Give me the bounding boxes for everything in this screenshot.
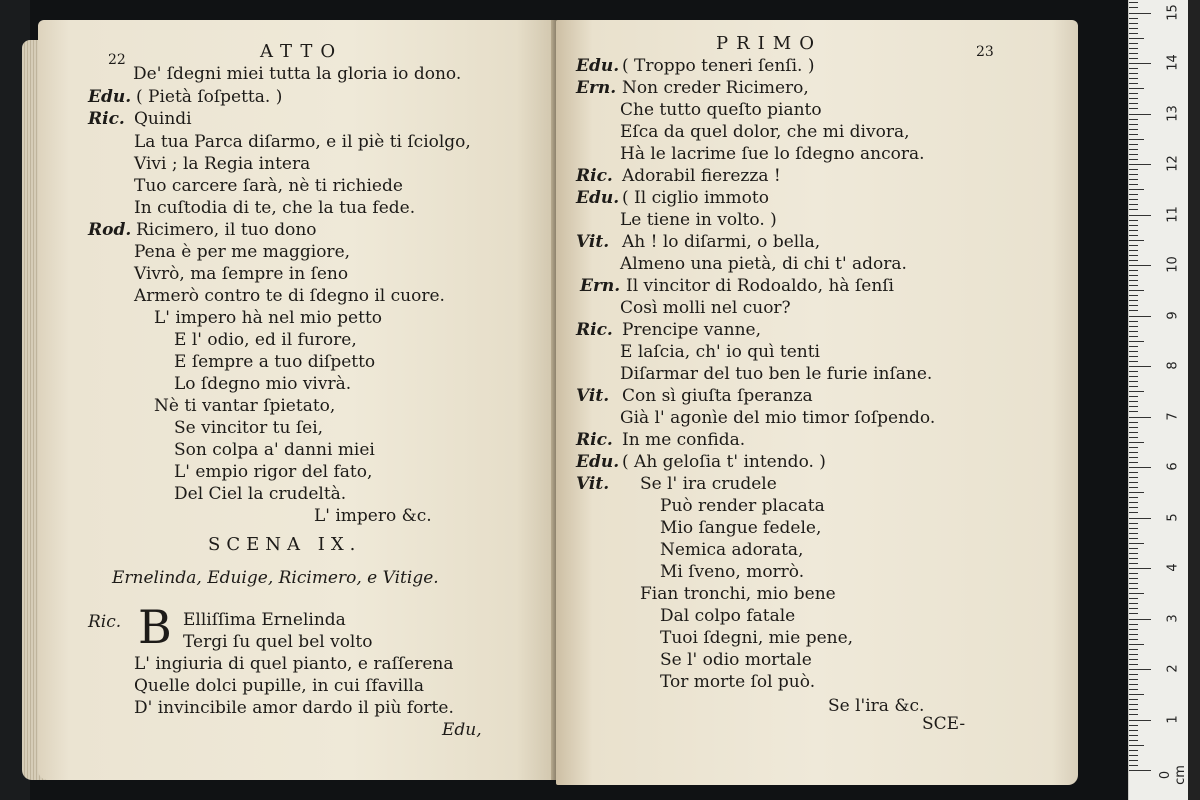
- ruler-tick: [1129, 250, 1138, 251]
- text-line: L' ingiuria di quel pianto, e raſſerena: [134, 654, 454, 674]
- ruler-tick: [1129, 689, 1138, 690]
- speaker: Edu.: [576, 188, 620, 208]
- text-line: Già l' agonìe del mio timor ſoſpendo.: [620, 408, 936, 428]
- ruler-tick: [1129, 38, 1144, 39]
- ruler-tick: [1129, 538, 1138, 539]
- ruler-tick: [1129, 401, 1138, 402]
- ruler-tick: [1129, 204, 1138, 205]
- text-line: In me confida.: [622, 430, 746, 450]
- ruler-tick: [1129, 108, 1138, 109]
- text-line: Vivi ; la Regia intera: [134, 154, 311, 174]
- ruler-number: 12: [1165, 155, 1181, 172]
- ruler-number: 1: [1165, 714, 1181, 724]
- ruler-number: 3: [1165, 613, 1181, 623]
- open-book: [18, 12, 1098, 787]
- text-line: Armerò contro te di ſdegno il cuore.: [134, 286, 445, 306]
- ruler-tick: [1129, 245, 1138, 246]
- ruler-number: 7: [1165, 411, 1181, 421]
- text-line: D' invincibile amor dardo il più forte.: [134, 698, 454, 718]
- text-line: ( Pietà ſoſpetta. ): [136, 87, 283, 107]
- ruler-tick: [1129, 528, 1138, 529]
- ruler-tick: [1129, 634, 1138, 635]
- ruler-tick: [1129, 336, 1138, 337]
- ruler-tick: [1129, 275, 1138, 276]
- character-list: Ernelinda, Eduige, Ricimero, e Vitige.: [112, 568, 439, 588]
- ruler-tick: [1129, 93, 1138, 94]
- ruler-tick: [1129, 366, 1151, 367]
- ruler-number: 11: [1165, 205, 1181, 223]
- text-line: ( Troppo teneri ſenſi. ): [622, 56, 815, 76]
- ruler-tick: [1129, 548, 1138, 549]
- text-line: Diſarmar del tuo ben le furie inſane.: [620, 364, 933, 384]
- right-page: [556, 20, 1078, 785]
- ruler-tick: [1129, 68, 1138, 69]
- ruler-number: 8: [1165, 361, 1181, 370]
- ruler-tick: [1129, 199, 1138, 200]
- ruler-tick: [1129, 255, 1138, 256]
- text-line: Non creder Ricimero,: [622, 78, 809, 98]
- ruler-tick: [1129, 442, 1144, 443]
- ruler-tick: [1129, 58, 1138, 59]
- text-line: Se l' ira crudele: [640, 474, 777, 494]
- text-line: Nè ti vantar ſpietato,: [154, 396, 336, 416]
- text-line: L' impero &c.: [314, 506, 432, 526]
- ruler-tick: [1129, 720, 1151, 721]
- ruler-tick: [1129, 83, 1138, 84]
- text-line: Nemica adorata,: [660, 540, 804, 560]
- drop-cap: B: [138, 600, 172, 654]
- speaker: Vit.: [576, 386, 610, 406]
- ruler-tick: [1129, 608, 1138, 609]
- ruler-tick: [1129, 346, 1138, 347]
- ruler-tick: [1129, 679, 1138, 680]
- ruler-tick: [1129, 558, 1138, 559]
- text-line: Elliſſima Ernelinda: [183, 610, 346, 630]
- ruler-tick: [1129, 649, 1138, 650]
- ruler-tick: [1129, 770, 1151, 771]
- ruler-tick: [1129, 215, 1151, 216]
- speaker: Ern.: [576, 78, 617, 98]
- ruler-tick: [1129, 487, 1138, 488]
- text-line: Hà le lacrime ſue lo ſdegno ancora.: [620, 144, 925, 164]
- page-number: 23: [976, 44, 994, 60]
- ruler-tick: [1129, 750, 1138, 751]
- ruler-tick: [1129, 674, 1138, 675]
- ruler-tick: [1129, 477, 1138, 478]
- ruler-unit-label: 0 cm: [1158, 765, 1188, 785]
- ruler-tick: [1129, 23, 1138, 24]
- measuring-ruler: [1128, 0, 1189, 800]
- text-line: Ricimero, il tuo dono: [136, 220, 317, 240]
- ruler-tick: [1129, 760, 1138, 761]
- ruler-tick: [1129, 220, 1138, 221]
- speaker: Ric.: [88, 109, 125, 129]
- text-line: Almeno una pietà, di chi t' adora.: [620, 254, 907, 274]
- ruler-tick: [1129, 169, 1138, 170]
- text-line: ( Ah geloſia t' intendo. ): [622, 452, 826, 472]
- ruler-number: 10: [1165, 256, 1181, 273]
- text-line: ( Il ciglio immoto: [622, 188, 769, 208]
- speaker: Vit.: [576, 474, 610, 494]
- ruler-tick: [1129, 452, 1138, 453]
- ruler-tick: [1129, 578, 1138, 579]
- ruler-tick: [1129, 603, 1138, 604]
- ruler-tick: [1129, 613, 1138, 614]
- ruler-tick: [1129, 280, 1138, 281]
- text-line: E l' odio, ed il furore,: [174, 330, 357, 350]
- ruler-tick: [1129, 149, 1138, 150]
- ruler-tick: [1129, 194, 1138, 195]
- ruler-tick: [1129, 417, 1151, 418]
- ruler-tick: [1129, 114, 1151, 115]
- text-line: Ah ! lo diſarmi, o bella,: [622, 232, 821, 252]
- text-line: Le tiene in volto. ): [620, 210, 777, 230]
- text-line: Tergi ſu quel bel volto: [183, 632, 373, 652]
- ruler-tick: [1129, 497, 1138, 498]
- ruler-tick: [1129, 583, 1138, 584]
- ruler-tick: [1129, 593, 1144, 594]
- ruler-tick: [1129, 755, 1138, 756]
- ruler-tick: [1129, 725, 1138, 726]
- ruler-tick: [1129, 371, 1138, 372]
- ruler-tick: [1129, 119, 1138, 120]
- ruler-tick: [1129, 13, 1151, 14]
- ruler-tick: [1129, 209, 1138, 210]
- ruler-tick: [1129, 331, 1138, 332]
- ruler-tick: [1129, 396, 1138, 397]
- ruler-tick: [1129, 427, 1138, 428]
- speaker: Vit.: [576, 232, 610, 252]
- speaker: Edu.: [88, 87, 132, 107]
- ruler-tick: [1129, 447, 1138, 448]
- ruler-tick: [1129, 512, 1138, 513]
- ruler-tick: [1129, 507, 1138, 508]
- ruler-tick: [1129, 270, 1138, 271]
- ruler-tick: [1129, 300, 1138, 301]
- ruler-tick: [1129, 659, 1138, 660]
- ruler-tick: [1129, 664, 1138, 665]
- page-number: 22: [108, 52, 126, 68]
- speaker: Rod.: [88, 220, 132, 240]
- ruler-tick: [1129, 437, 1138, 438]
- ruler-tick: [1129, 714, 1138, 715]
- ruler-number: 15: [1165, 3, 1181, 21]
- ruler-tick: [1129, 588, 1138, 589]
- speaker: Ric.: [88, 612, 122, 632]
- ruler-number: 14: [1165, 54, 1181, 71]
- ruler-tick: [1129, 467, 1151, 468]
- ruler-tick: [1129, 523, 1138, 524]
- ruler-tick: [1129, 144, 1138, 145]
- ruler-tick: [1129, 310, 1138, 311]
- ruler-tick: [1129, 381, 1138, 382]
- ruler-number: 6: [1165, 462, 1181, 471]
- catchword: Edu,: [442, 720, 482, 740]
- ruler-tick: [1129, 694, 1144, 695]
- ruler-tick: [1129, 709, 1138, 710]
- ruler-tick: [1129, 179, 1138, 180]
- text-line: Mi ſveno, morrò.: [660, 562, 805, 582]
- ruler-tick: [1129, 730, 1138, 731]
- ruler-tick: [1129, 639, 1138, 640]
- ruler-tick: [1129, 553, 1138, 554]
- ruler-tick: [1129, 124, 1138, 125]
- text-line: Son colpa a' danni miei: [174, 440, 375, 460]
- ruler-number: 9: [1165, 310, 1181, 320]
- ruler-tick: [1129, 391, 1144, 392]
- text-line: Quindi: [134, 109, 192, 129]
- ruler-tick: [1129, 654, 1138, 655]
- ruler-tick: [1129, 48, 1138, 49]
- ruler-number: 13: [1165, 104, 1181, 122]
- ruler-tick: [1129, 482, 1138, 483]
- ruler-tick: [1129, 598, 1138, 599]
- ruler-tick: [1129, 78, 1138, 79]
- ruler-edge: [1188, 0, 1200, 800]
- ruler-tick: [1129, 432, 1138, 433]
- text-line: Eſca da quel dolor, che mi divora,: [620, 122, 910, 142]
- text-line: L' impero hà nel mio petto: [154, 308, 383, 328]
- ruler-tick: [1129, 265, 1151, 266]
- text-line: La tua Parca diſarmo, e il piè ti ſciolgo,: [134, 132, 471, 152]
- ruler-tick: [1129, 533, 1138, 534]
- text-line: Dal colpo fatale: [660, 606, 796, 626]
- ruler-tick: [1129, 765, 1138, 766]
- text-line: Quelle dolci pupille, in cui ſfavilla: [134, 676, 424, 696]
- ruler-tick: [1129, 457, 1138, 458]
- text-line: Il vincitor di Rodoaldo, hà ſenſi: [626, 276, 894, 296]
- ruler-tick: [1129, 260, 1138, 261]
- ruler-tick: [1129, 740, 1138, 741]
- ruler-tick: [1129, 43, 1138, 44]
- text-line: Così molli nel cuor?: [620, 298, 791, 318]
- ruler-tick: [1129, 159, 1138, 160]
- left-page: [38, 20, 558, 780]
- text-line: Può render placata: [660, 496, 825, 516]
- ruler-tick: [1129, 73, 1138, 74]
- speaker: Ern.: [580, 276, 621, 296]
- ruler-tick: [1129, 624, 1138, 625]
- text-line: Se l' odio mortale: [660, 650, 812, 670]
- speaker: Edu.: [576, 56, 620, 76]
- ruler-number: 5: [1165, 512, 1181, 522]
- text-line: Tuo carcere ſarà, nè ti richiede: [134, 176, 403, 196]
- ruler-tick: [1129, 563, 1138, 564]
- ruler-tick: [1129, 735, 1138, 736]
- ruler-tick: [1129, 316, 1151, 317]
- ruler-tick: [1129, 422, 1138, 423]
- ruler-tick: [1129, 502, 1138, 503]
- ruler-tick: [1129, 103, 1138, 104]
- text-line: Vivrò, ma ſempre in ſeno: [134, 264, 349, 284]
- ruler-tick: [1129, 53, 1138, 54]
- speaker: Ric.: [576, 320, 613, 340]
- ruler-tick: [1129, 629, 1138, 630]
- ruler-tick: [1129, 351, 1138, 352]
- text-line: Tor morte ſol può.: [660, 672, 816, 692]
- text-line: Con sì giuſta ſperanza: [622, 386, 813, 406]
- text-line: In cuſtodia di te, che la tua fede.: [134, 198, 416, 218]
- text-line: Lo ſdegno mio vivrà.: [174, 374, 352, 394]
- ruler-tick: [1129, 684, 1138, 685]
- ruler-tick: [1129, 225, 1138, 226]
- ruler-tick: [1129, 361, 1138, 362]
- ruler-tick: [1129, 189, 1144, 190]
- ruler-tick: [1129, 305, 1138, 306]
- ruler-tick: [1129, 376, 1138, 377]
- ruler-tick: [1129, 139, 1144, 140]
- ruler-tick: [1129, 745, 1144, 746]
- text-line: Che tutto queſto pianto: [620, 100, 822, 120]
- ruler-tick: [1129, 184, 1138, 185]
- text-line: Tuoi ſdegni, mie pene,: [660, 628, 854, 648]
- ruler-tick: [1129, 644, 1144, 645]
- ruler-tick: [1129, 543, 1144, 544]
- ruler-tick: [1129, 669, 1151, 670]
- ruler-tick: [1129, 7, 1138, 8]
- ruler-tick: [1129, 462, 1138, 463]
- ruler-tick: [1129, 568, 1151, 569]
- text-line: Se vincitor tu ſei,: [174, 418, 324, 438]
- ruler-number: 2: [1165, 664, 1181, 673]
- ruler-tick: [1129, 88, 1144, 89]
- ruler-tick: [1129, 98, 1138, 99]
- speaker: Ric.: [576, 430, 613, 450]
- ruler-tick: [1129, 290, 1144, 291]
- ruler-tick: [1129, 164, 1151, 165]
- text-line: L' empio rigor del fato,: [174, 462, 373, 482]
- ruler-tick: [1129, 472, 1138, 473]
- text-line: E ſempre a tuo diſpetto: [174, 352, 376, 372]
- text-line: E laſcia, ch' io quì tenti: [620, 342, 820, 362]
- text-line: Del Ciel la crudeltà.: [174, 484, 347, 504]
- ruler-tick: [1129, 134, 1138, 135]
- text-line: De' ſdegni miei tutta la gloria io dono.: [133, 64, 462, 84]
- ruler-tick: [1129, 341, 1144, 342]
- ruler-tick: [1129, 240, 1144, 241]
- ruler-tick: [1129, 326, 1138, 327]
- text-line: Prencipe vanne,: [622, 320, 761, 340]
- text-line: Mio ſangue fedele,: [660, 518, 822, 538]
- text-line: Fian tronchi, mio bene: [640, 584, 836, 604]
- text-line: Se l'ira &c.: [828, 696, 925, 716]
- ruler-tick: [1129, 411, 1138, 412]
- ruler-number: 4: [1165, 563, 1181, 572]
- ruler-tick: [1129, 230, 1138, 231]
- ruler-tick: [1129, 386, 1138, 387]
- speaker: Ric.: [576, 166, 613, 186]
- ruler-tick: [1129, 619, 1151, 620]
- speaker: Edu.: [576, 452, 620, 472]
- ruler-tick: [1129, 406, 1138, 407]
- text-line: Adorabil fierezza !: [622, 166, 781, 186]
- ruler-tick: [1129, 285, 1138, 286]
- ruler-tick: [1129, 235, 1138, 236]
- ruler-tick: [1129, 63, 1151, 64]
- ruler-tick: [1129, 2, 1138, 3]
- ruler-tick: [1129, 129, 1138, 130]
- ruler-tick: [1129, 321, 1138, 322]
- ruler-tick: [1129, 518, 1151, 519]
- ruler-tick: [1129, 154, 1138, 155]
- running-header: ATTO: [260, 41, 344, 62]
- ruler-tick: [1129, 174, 1138, 175]
- catchword: SCE-: [922, 714, 966, 734]
- ruler-tick: [1129, 295, 1138, 296]
- ruler-tick: [1129, 699, 1138, 700]
- ruler-tick: [1129, 356, 1138, 357]
- text-line: Pena è per me maggiore,: [134, 242, 351, 262]
- ruler-tick: [1129, 704, 1138, 705]
- ruler-tick: [1129, 33, 1138, 34]
- scene-title: SCENA IX.: [208, 534, 362, 555]
- ruler-tick: [1129, 18, 1138, 19]
- running-header: PRIMO: [716, 33, 822, 54]
- ruler-tick: [1129, 28, 1138, 29]
- ruler-tick: [1129, 573, 1138, 574]
- ruler-tick: [1129, 492, 1144, 493]
